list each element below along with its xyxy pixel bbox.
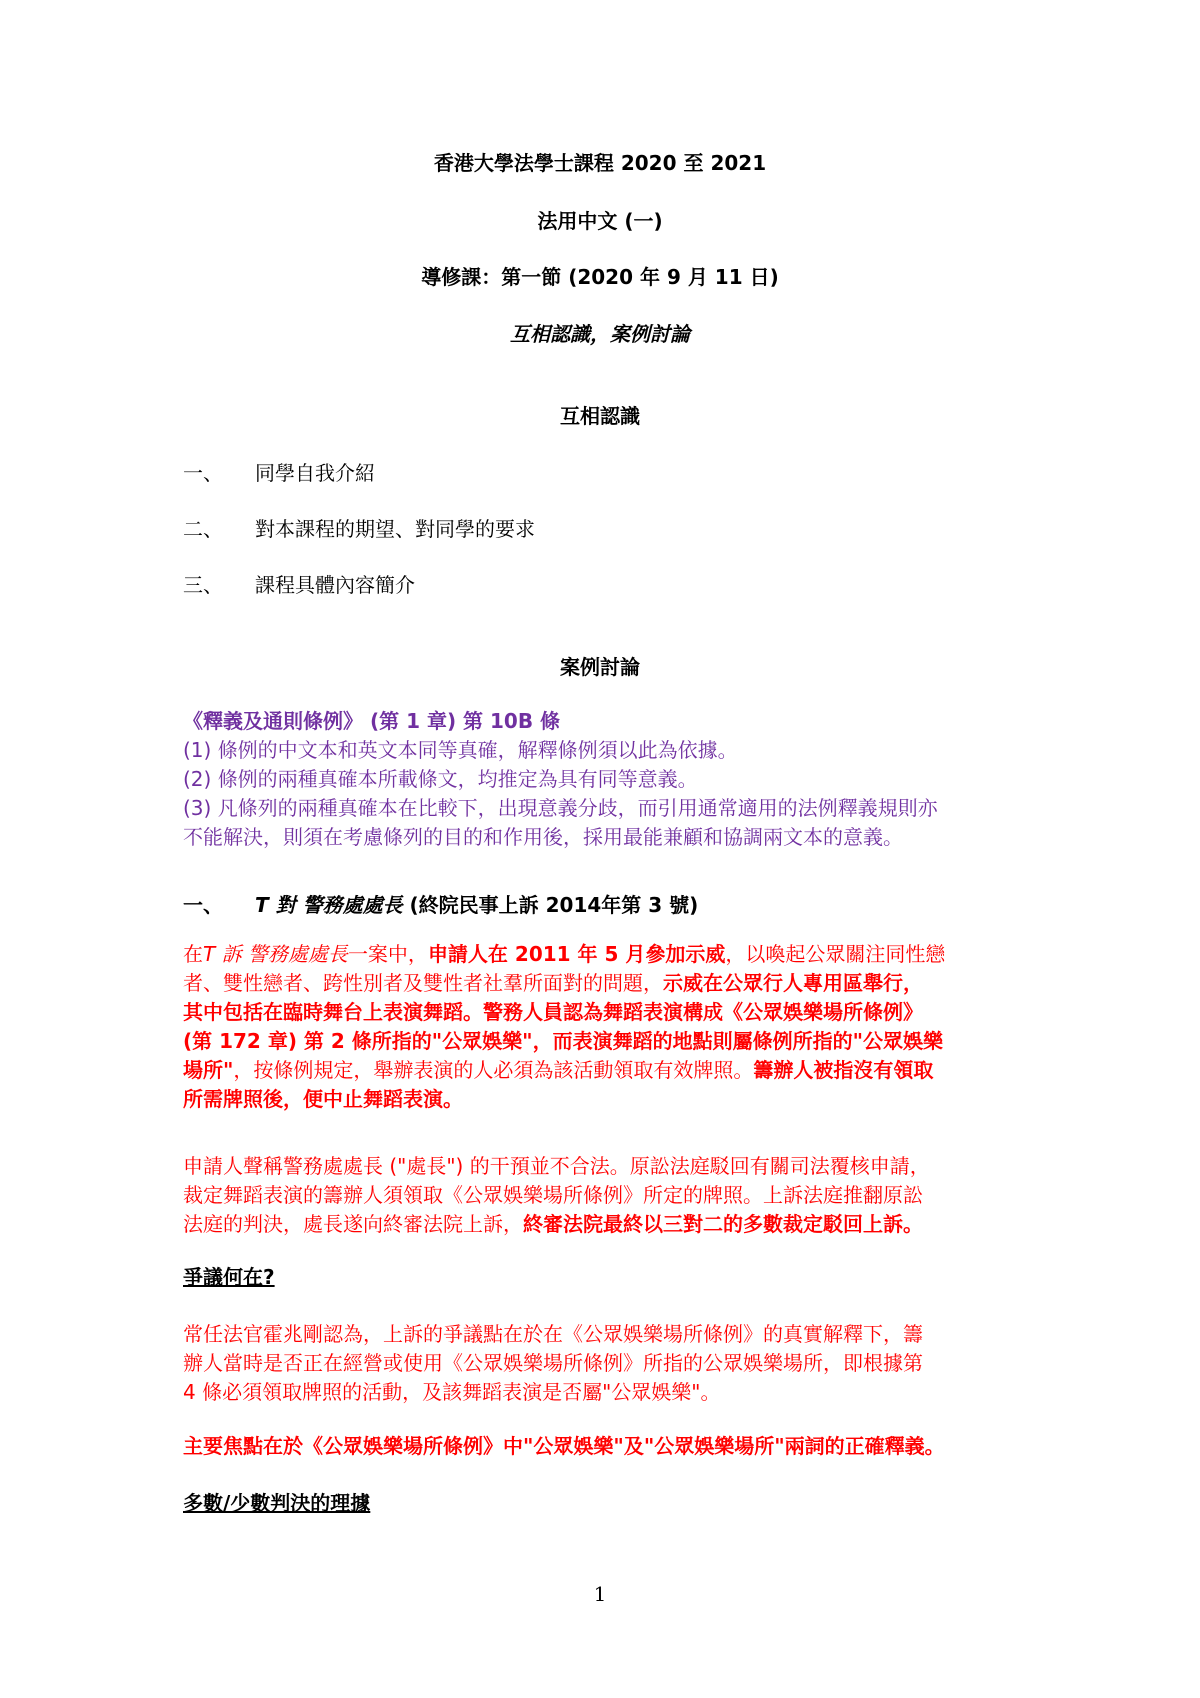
list-number: 二、	[183, 517, 223, 541]
issue-heading: 爭議何在?	[183, 1265, 275, 1289]
text-run: ，按條例規定，舉辦表演的人必須為該活動領取有效牌照。	[233, 1058, 754, 1082]
list-item: 同學自我介紹	[255, 461, 375, 485]
emphasis-text: 申請人在 2011 年 5 月參加示威	[427, 942, 726, 966]
text-run: 法庭的判決，處長遂向終審法院上訴，	[183, 1212, 523, 1236]
emphasis-text: 示威在公眾行人專用區舉行，	[663, 971, 923, 995]
ordinance-block	[183, 707, 1023, 852]
text-run: 者、雙性戀者、跨性別者及雙性者社羣所面對的問題，	[183, 971, 663, 995]
ordinance-line: (1) 條例的中文本和英文本同等真確，解釋條例須以此為依據。	[183, 738, 738, 762]
session-info: 導修課：第一節 (2020 年 9 月 11 日)	[421, 265, 779, 289]
ordinance-line: 不能解決，則須在考慮條列的目的和作用後，採用最能兼顧和協調兩文本的意義。	[183, 825, 903, 849]
paragraph-line: 其中包括在臨時舞台上表演舞蹈。警務人員認為舞蹈表演構成《公眾娛樂場所條例》	[183, 1000, 923, 1024]
issue-paragraph	[183, 1320, 1023, 1407]
page-number: 1	[593, 1582, 607, 1606]
paragraph-line: (第 172 章) 第 2 條所指的"公眾娛樂"，而表演舞蹈的地點則屬條例所指的"公眾娛樂	[183, 1029, 944, 1053]
paragraph-line: 4 條必須領取牌照的活動，及該舞蹈表演是否屬"公眾娛樂"。	[183, 1380, 721, 1404]
case-facts-paragraph	[183, 940, 1023, 1114]
course-name: 法用中文 (一)	[537, 209, 663, 233]
emphasis-text: 場所"	[183, 1058, 234, 1082]
ordinance-line: (2) 條例的兩種真確本所載條文，均推定為具有同等意義。	[183, 767, 698, 791]
main-focus-statement: 主要焦點在於《公眾娛樂場所條例》中"公眾娛樂"及"公眾娛樂場所"兩詞的正確釋義。	[183, 1434, 945, 1458]
reasons-heading: 多數/少數判決的理據	[183, 1491, 371, 1515]
section-heading-introductions: 互相認識	[560, 404, 640, 428]
paragraph-line	[183, 1210, 1023, 1239]
text-run: 一案中，	[347, 942, 428, 966]
paragraph-line: 申請人聲稱警務處處長 ("處長") 的干預並不合法。原訟法庭駁回有關司法覆核申請，	[183, 1154, 930, 1178]
list-item: 對本課程的期望、對同學的要求	[255, 517, 535, 541]
paragraph-line: 裁定舞蹈表演的籌辦人須領取《公眾娛樂場所條例》所定的牌照。上訴法庭推翻原訟	[183, 1183, 923, 1207]
case-number: 一、	[183, 893, 223, 917]
paragraph-line: 辦人當時是否正在經營或使用《公眾娛樂場所條例》所指的公眾娛樂場所，即根據第	[183, 1351, 923, 1375]
list-item: 課程具體內容簡介	[255, 573, 415, 597]
procedural-history-paragraph	[183, 1152, 1023, 1239]
ordinance-line: (3) 凡條列的兩種真確本在比較下，出現意義分歧，而引用通常適用的法例釋義規則亦	[183, 796, 938, 820]
case-title	[255, 889, 698, 918]
emphasis-text: 籌辦人被指沒有領取	[753, 1058, 934, 1082]
case-name-inline: T 訴 警務處處長	[203, 942, 348, 966]
paragraph-line	[183, 1056, 1023, 1085]
session-theme: 互相認識，案例討論	[510, 322, 690, 346]
doc-title: 香港大學法學士課程 2020 至 2021	[433, 151, 767, 175]
list-number: 三、	[183, 573, 223, 597]
paragraph-line: 常任法官霍兆剛認為，上訴的爭議點在於在《公眾娛樂場所條例》的真實解釋下，籌	[183, 1322, 923, 1346]
case-citation: (終院民事上訴 2014年第 3 號)	[402, 893, 699, 917]
paragraph-line	[183, 940, 1023, 969]
paragraph-line: 所需牌照後，便中止舞蹈表演。	[183, 1087, 463, 1111]
case-name: T 對 警務處處長	[255, 893, 403, 917]
text-run: ，以喚起公眾關注同性戀	[725, 942, 946, 966]
ordinance-title: 《釋義及通則條例》 (第 1 章) 第 10B 條	[183, 709, 561, 733]
text-run: 在	[183, 942, 203, 966]
emphasis-text: 終審法院最終以三對二的多數裁定駁回上訴。	[523, 1212, 923, 1236]
list-number: 一、	[183, 461, 223, 485]
paragraph-line	[183, 969, 1023, 998]
section-heading-case-discussion: 案例討論	[560, 655, 640, 679]
